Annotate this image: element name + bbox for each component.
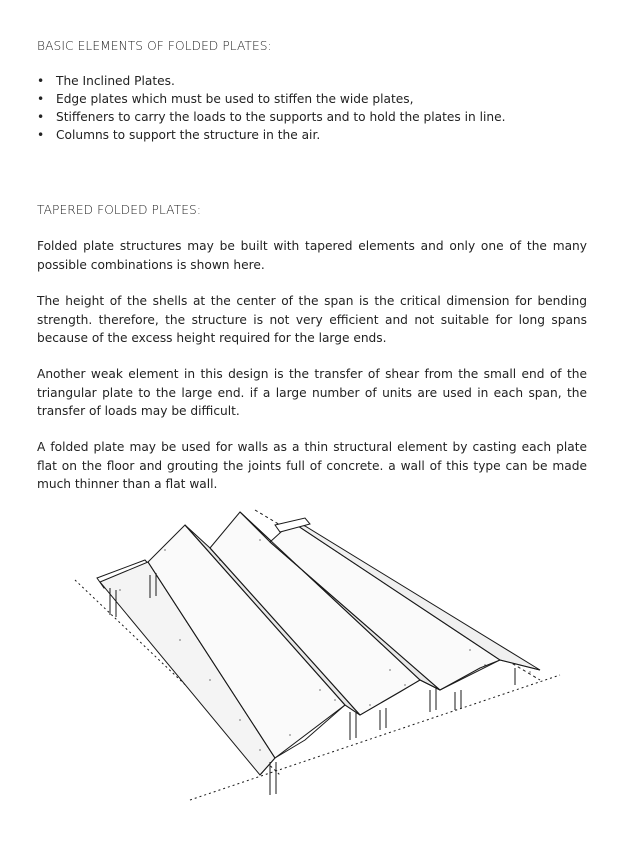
bullet-icon: • xyxy=(37,128,45,142)
list-item-text: Columns to support the structure in the air. xyxy=(56,128,321,142)
folded-plate-roof-illustration xyxy=(60,500,580,810)
basic-elements-list xyxy=(37,72,505,144)
tapered-plates-heading: TAPERED FOLDED PLATES: xyxy=(37,203,202,217)
bullet-icon: • xyxy=(37,74,45,88)
list-item xyxy=(37,90,505,108)
list-item xyxy=(37,126,505,144)
list-item xyxy=(37,108,505,126)
list-item-text: The Inclined Plates. xyxy=(56,74,175,88)
basic-elements-heading: BASIC ELEMENTS OF FOLDED PLATES: xyxy=(37,39,272,53)
paragraph-tapered-intro: Folded plate structures may be built with tapered elements and only one of the many possible combinations is shown here. xyxy=(37,239,587,272)
bullet-icon: • xyxy=(37,92,45,106)
list-item-text: Edge plates which must be used to stiffen the wide plates, xyxy=(56,92,414,106)
paragraph-center-height: The height of the shells at the center of the span is the critical dimension for bending strength. therefore, the structure is not very efficient and not suitable for long spans because of the excess height required for the large ends. xyxy=(37,294,587,345)
bullet-icon: • xyxy=(37,110,45,124)
list-item xyxy=(37,72,505,90)
list-item-text: Stiffeners to carry the loads to the supports and to hold the plates in line. xyxy=(56,110,506,124)
paragraph-wall-use: A folded plate may be used for walls as a thin structural element by casting each plate flat on the floor and grouting the joints full of concrete. a wall of this type can be made much thinner than a flat wall. xyxy=(37,440,587,491)
paragraph-shear-transfer: Another weak element in this design is the transfer of shear from the small end of the triangular plate to the large end. if a large number of units are used in each span, the transfer of loads may be difficult. xyxy=(37,367,587,418)
